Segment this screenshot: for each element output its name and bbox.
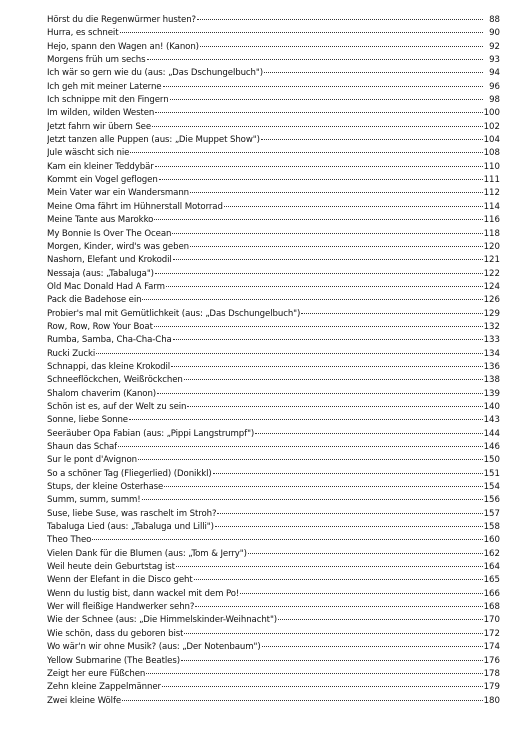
toc-entry-title: Sur le pont d'Avignon [47, 455, 138, 466]
toc-entry-page: 111 [483, 175, 500, 186]
toc-entry-title: Jule wäscht sich nie [47, 148, 130, 159]
toc-dot-leader [184, 379, 483, 380]
toc-entry-page: 157 [483, 508, 500, 519]
toc-entry-page: 136 [483, 361, 500, 372]
toc-entry[interactable] [47, 601, 500, 614]
toc-entry[interactable] [47, 174, 500, 187]
toc-entry-title: Probier's mal mit Gemütlichkeit (aus: „Das Dschungelbuch") [47, 308, 301, 319]
toc-entry-title: Schnappi, das kleine Krokodil [47, 361, 171, 372]
toc-dot-leader [173, 339, 483, 340]
toc-entry[interactable] [47, 481, 500, 494]
toc-entry-page: 129 [483, 308, 500, 319]
toc-dot-leader [224, 206, 483, 207]
toc-entry[interactable] [47, 521, 500, 534]
toc-dot-leader [262, 646, 483, 647]
toc-entry-page: 158 [483, 522, 500, 533]
toc-entry-page: 112 [483, 188, 500, 199]
toc-entry-page: 90 [489, 28, 500, 39]
toc-dot-leader [162, 686, 483, 687]
toc-dot-leader [240, 593, 482, 594]
toc-dot-leader [96, 353, 482, 354]
toc-entry-page: 166 [483, 588, 500, 599]
toc-entry-page: 102 [483, 121, 500, 132]
toc-entry[interactable] [47, 201, 500, 214]
toc-entry[interactable] [47, 54, 500, 67]
toc-dot-leader [215, 526, 483, 527]
toc-entry-title: Zeigt her eure Füßchen [47, 668, 146, 679]
toc-entry-page: 140 [483, 401, 500, 412]
toc-entry-page: 92 [489, 41, 500, 52]
toc-entry-title: Pack die Badehose ein [47, 295, 142, 306]
toc-dot-leader [172, 233, 482, 234]
toc-entry[interactable] [47, 614, 500, 627]
toc-entry-page: 138 [483, 375, 500, 386]
toc-entry-title: Kommt ein Vogel geflogen [47, 175, 158, 186]
toc-entry-title: Rucki Zucki [47, 348, 96, 359]
toc-entry-page: 156 [483, 495, 500, 506]
toc-entry-page: 179 [483, 682, 500, 693]
toc-entry-title: Meine Oma fährt im Hühnerstall Motorrad [47, 201, 223, 212]
toc-entry[interactable] [47, 468, 500, 481]
toc-dot-leader [164, 486, 482, 487]
toc-dot-leader [142, 299, 482, 300]
toc-dot-leader [248, 553, 483, 554]
toc-entry[interactable] [47, 268, 500, 281]
toc-entry-page: 160 [483, 535, 500, 546]
toc-entry-page: 124 [483, 281, 500, 292]
toc-entry-page: 139 [483, 388, 500, 399]
toc-entry-page: 110 [483, 161, 500, 172]
toc-dot-leader [173, 259, 483, 260]
toc-entry[interactable] [47, 161, 500, 174]
toc-entry-page: 146 [483, 442, 500, 452]
toc-entry-page: 93 [489, 55, 500, 66]
toc-entry-page: 116 [483, 215, 500, 226]
toc-entry[interactable] [47, 214, 500, 227]
toc-entry-page: 172 [483, 628, 500, 639]
toc-entry-page: 174 [483, 642, 500, 653]
toc-entry[interactable] [47, 574, 500, 587]
toc-entry-title: Theo Theo [47, 535, 92, 546]
toc-dot-leader [278, 619, 483, 620]
toc-entry-title: Wo wär'n wir ohne Musik? (aus: „Der Notenbaum") [47, 642, 261, 653]
toc-entry-page: 151 [483, 468, 500, 479]
toc-entry[interactable] [47, 374, 500, 387]
toc-entry-page: 96 [489, 81, 500, 92]
toc-entry-title: Hurra, es schneit [47, 28, 119, 39]
toc-dot-leader [190, 192, 483, 193]
toc-entry-page: 165 [483, 575, 500, 586]
toc-entry-page: 108 [483, 148, 500, 159]
toc-entry-title: Ich geh mit meiner Laterne [47, 81, 162, 92]
toc-dot-leader [217, 513, 482, 514]
toc-dot-leader [120, 32, 484, 33]
toc-dot-leader [200, 46, 483, 47]
toc-dot-leader [301, 313, 482, 314]
toc-entry[interactable] [47, 534, 500, 547]
toc-dot-leader [152, 126, 483, 127]
toc-entry[interactable] [47, 67, 500, 80]
toc-dot-leader [176, 566, 483, 567]
toc-entry[interactable] [47, 428, 500, 441]
toc-entry[interactable] [47, 508, 500, 521]
toc-entry[interactable] [47, 494, 500, 507]
toc-entry-title: Zwei kleine Wölfe [47, 695, 122, 706]
toc-dot-leader [264, 72, 483, 73]
toc-entry-page: 150 [483, 455, 500, 466]
toc-entry-page: 143 [483, 415, 500, 426]
toc-entry-title: Jetzt fahrn wir übern See [47, 121, 152, 132]
toc-entry[interactable] [47, 454, 500, 467]
toc-entry[interactable] [47, 187, 500, 200]
toc-entry-page: 122 [483, 268, 500, 279]
toc-dot-leader [190, 246, 483, 247]
toc-entry-page: 121 [483, 255, 500, 266]
toc-dot-leader [170, 99, 483, 100]
toc-dot-leader [130, 152, 482, 153]
toc-dot-leader [261, 139, 483, 140]
toc-entry[interactable] [47, 241, 500, 254]
toc-entry-title: Shalom chaverim (Kanon) [47, 388, 157, 399]
toc-entry-title: Sonne, liebe Sonne [47, 415, 128, 426]
toc-entry-title: Im wilden, wilden Westen [47, 108, 155, 119]
toc-entry-title: Suse, liebe Suse, was raschelt im Stroh? [47, 508, 217, 519]
toc-entry-page: 94 [489, 68, 500, 79]
toc-dot-leader [129, 419, 483, 420]
toc-entry-title: Seeräuber Opa Fabian (aus: „Pippi Langstrumpf") [47, 428, 255, 439]
toc-entry-page: 88 [489, 15, 500, 25]
toc-entry-title: Hörst du die Regenwürmer husten? [47, 15, 197, 25]
toc-entry-title: Rumba, Samba, Cha-Cha-Cha [47, 335, 172, 346]
toc-entry-title: Morgen, Kinder, wird's was geben [47, 241, 189, 252]
toc-entry[interactable] [47, 334, 500, 347]
toc-entry[interactable] [47, 641, 500, 654]
toc-entry-page: 154 [483, 482, 500, 493]
toc-entry-title: Vielen Dank für die Blumen (aus: „Tom & Jerry") [47, 548, 247, 559]
toc-entry[interactable] [47, 134, 500, 147]
toc-entry-page: 134 [483, 348, 500, 359]
toc-dot-leader [181, 660, 483, 661]
toc-entry[interactable] [47, 414, 500, 427]
toc-entry[interactable] [47, 294, 500, 307]
toc-entry-page: 100 [483, 108, 500, 119]
toc-entry-title: Nashorn, Elefant und Krokodil [47, 255, 172, 266]
toc-dot-leader [155, 112, 482, 113]
toc-dot-leader [213, 473, 483, 474]
toc-dot-leader [195, 606, 482, 607]
toc-entry-title: Stups, der kleine Osterhase [47, 482, 164, 493]
toc-entry-title: Schön ist es, auf der Welt zu sein [47, 401, 187, 412]
toc-entry[interactable] [47, 388, 500, 401]
toc-entry-title: Jetzt tanzen alle Puppen (aus: „Die Muppet Show") [47, 135, 260, 146]
toc-dot-leader [92, 539, 482, 540]
toc-entry-title: Old Mac Donald Had A Farm [47, 281, 165, 292]
toc-entry-page: 133 [483, 335, 500, 346]
toc-dot-leader [122, 700, 483, 701]
toc-dot-leader [187, 406, 482, 407]
toc-entry-page: 120 [483, 241, 500, 252]
toc-entry-title: Row, Row, Row Your Boat [47, 321, 153, 332]
toc-entry[interactable] [47, 107, 500, 120]
toc-entry[interactable] [47, 361, 500, 374]
toc-entry-title: Nessaja (aus: „Tabaluga") [47, 268, 154, 279]
toc-dot-leader [154, 219, 482, 220]
toc-dot-leader [194, 579, 483, 580]
toc-dot-leader [184, 633, 482, 634]
toc-entry-title: Ich schnippe mit den Fingern [47, 95, 169, 106]
toc-entry[interactable] [47, 308, 500, 321]
toc-dot-leader [154, 326, 483, 327]
toc-dot-leader [171, 366, 483, 367]
toc-dot-leader [197, 19, 483, 20]
toc-entry[interactable] [47, 121, 500, 134]
toc-entry[interactable] [47, 628, 500, 641]
toc-entry-page: 178 [483, 668, 500, 679]
toc-dot-leader [147, 59, 484, 60]
toc-entry-page: 180 [483, 695, 500, 706]
toc-dot-leader [142, 499, 483, 500]
toc-entry[interactable] [47, 27, 500, 40]
toc-entry-page: 104 [483, 135, 500, 146]
toc-entry-title: Summ, summ, summ! [47, 495, 141, 506]
toc-entry-title: Kam ein kleiner Teddybär [47, 161, 154, 172]
toc-entry-title: Wenn der Elefant in die Disco geht [47, 575, 193, 586]
toc-entry-title: Shaun das Schaf [47, 442, 118, 452]
toc-entry-title: Zehn kleine Zappelmänner [47, 682, 161, 693]
toc-entry-title: Wer will fleißige Handwerker sehn? [47, 602, 195, 613]
toc-entry-title: My Bonnie Is Over The Ocean [47, 228, 172, 239]
toc-entry[interactable] [47, 81, 500, 94]
toc-entry[interactable] [47, 401, 500, 414]
toc-entry[interactable] [47, 655, 500, 668]
toc-entry[interactable] [47, 321, 500, 334]
toc-dot-leader [155, 273, 483, 274]
toc-dot-leader [138, 459, 483, 460]
toc-dot-leader [118, 446, 482, 447]
toc-entry-page: 162 [483, 548, 500, 559]
toc-dot-leader [166, 286, 483, 287]
toc-dot-leader [146, 673, 482, 674]
toc-entry[interactable] [47, 254, 500, 267]
toc-entry[interactable] [47, 668, 500, 681]
toc-entry[interactable] [47, 228, 500, 241]
toc-dot-leader [163, 86, 484, 87]
toc-entry-page: 126 [483, 295, 500, 306]
toc-entry-title: Mein Vater war ein Wandersmann [47, 188, 190, 199]
toc-entry[interactable] [47, 695, 500, 708]
toc-entry[interactable] [47, 14, 500, 27]
toc-entry-title: Yellow Submarine (The Beatles) [47, 655, 180, 666]
toc-entry-page: 132 [483, 321, 500, 332]
toc-entry[interactable] [47, 561, 500, 574]
toc-entry[interactable] [47, 147, 500, 160]
toc-entry-title: Ich wär so gern wie du (aus: „Das Dschungelbuch") [47, 68, 264, 79]
toc-entry[interactable] [47, 588, 500, 601]
table-of-contents [47, 14, 500, 708]
toc-entry-title: Morgens früh um sechs [47, 55, 146, 66]
toc-entry[interactable] [47, 548, 500, 561]
toc-entry-title: Wie schön, dass du geboren bist [47, 628, 184, 639]
toc-dot-leader [157, 393, 483, 394]
toc-entry-title: Wie der Schnee (aus: „Die Himmelskinder-Weihnacht") [47, 615, 278, 626]
toc-entry-page: 118 [483, 228, 500, 239]
toc-entry-title: So a schöner Tag (Fliegerlied) (Donikkl) [47, 468, 212, 479]
toc-entry-page: 98 [489, 95, 500, 106]
toc-entry-page: 176 [483, 655, 500, 666]
toc-entry[interactable] [47, 681, 500, 694]
toc-entry[interactable] [47, 441, 500, 454]
toc-entry-page: 168 [483, 602, 500, 613]
toc-entry[interactable] [47, 41, 500, 54]
toc-entry-title: Hejo, spann den Wagen an! (Kanon) [47, 41, 199, 52]
toc-entry[interactable] [47, 348, 500, 361]
toc-entry[interactable] [47, 281, 500, 294]
toc-entry-title: Weil heute dein Geburtstag ist [47, 562, 175, 573]
toc-dot-leader [255, 433, 482, 434]
toc-entry-page: 164 [483, 562, 500, 573]
toc-entry-title: Schneeflöckchen, Weißröckchen [47, 375, 183, 386]
toc-entry-title: Wenn du lustig bist, dann wackel mit dem Po! [47, 588, 240, 599]
toc-entry-page: 114 [483, 201, 500, 212]
toc-entry-title: Tabaluga Lied (aus: „Tabaluga und Lilli") [47, 522, 214, 533]
toc-entry[interactable] [47, 94, 500, 107]
toc-entry-page: 170 [483, 615, 500, 626]
toc-entry-page: 144 [483, 428, 500, 439]
toc-dot-leader [159, 179, 483, 180]
toc-dot-leader [155, 166, 483, 167]
toc-entry-title: Meine Tante aus Marokko [47, 215, 154, 226]
